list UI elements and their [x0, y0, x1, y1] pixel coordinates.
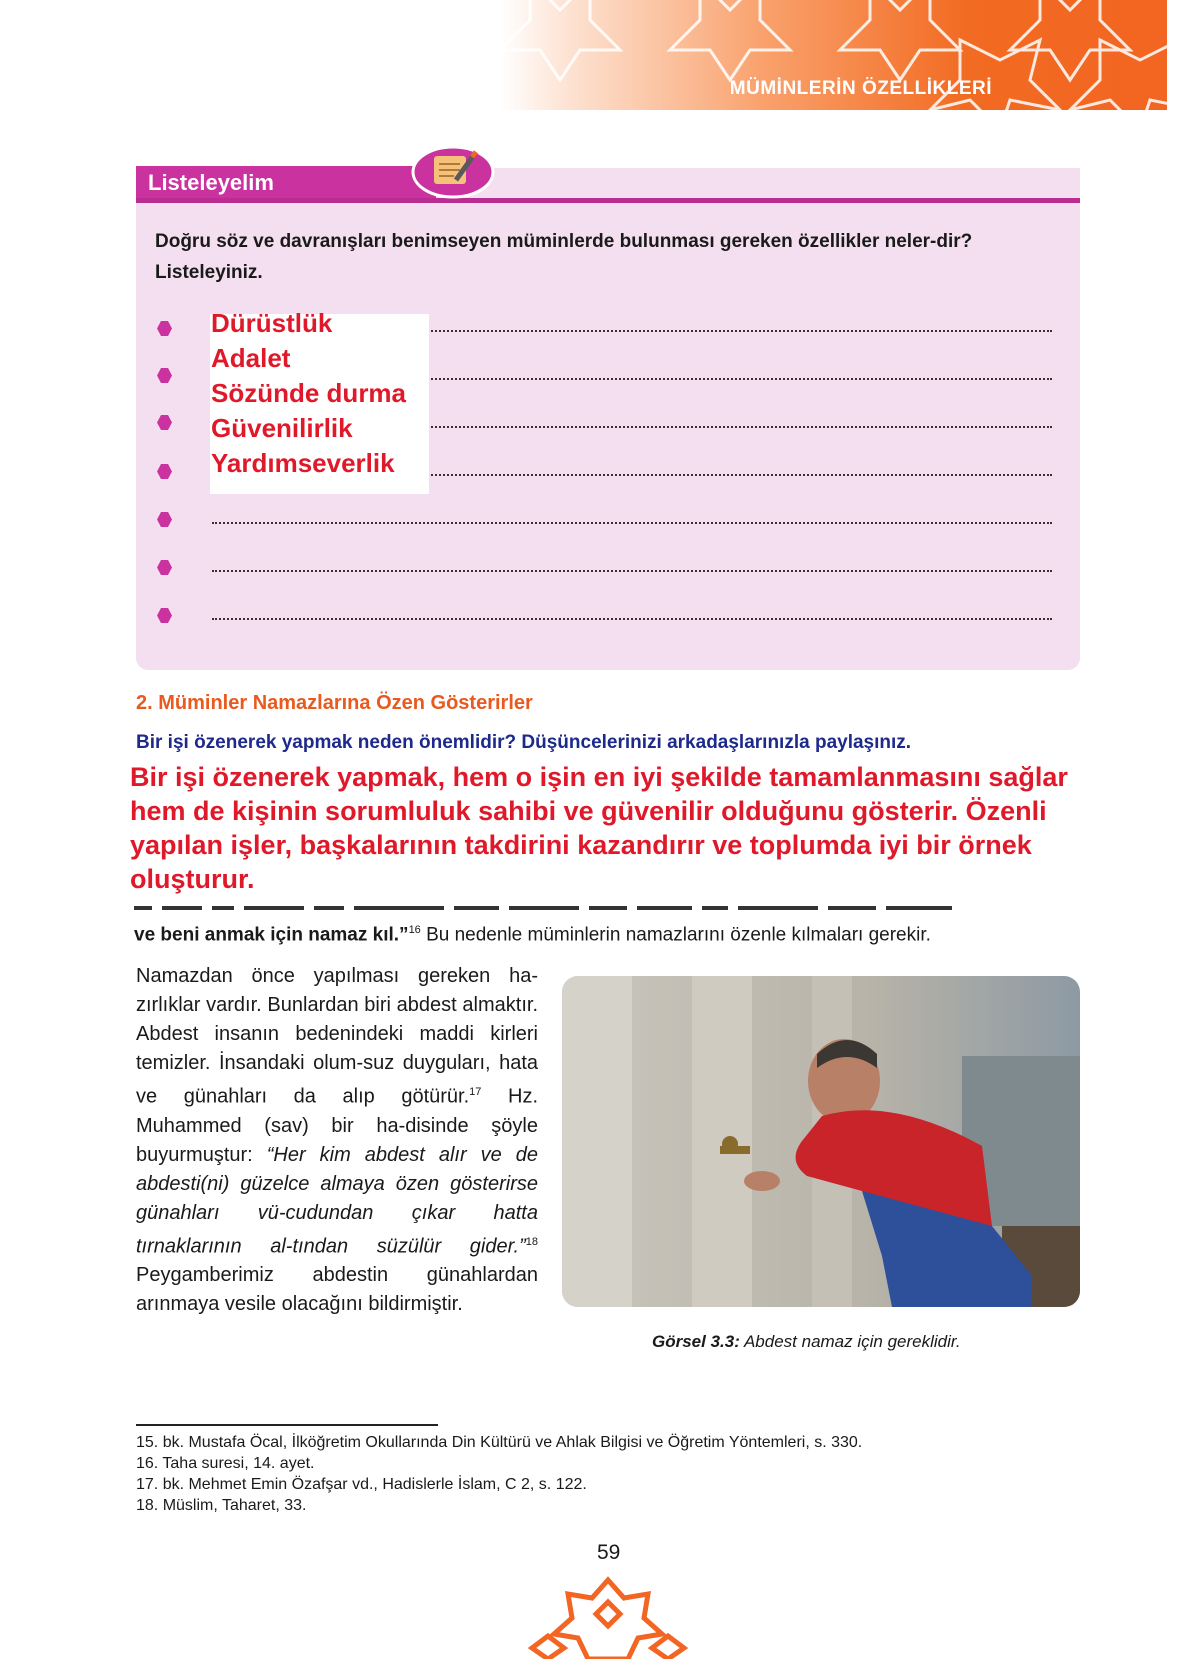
activity-question: Doğru söz ve davranışları benimseyen müminlerde bulunması gereken özellikler neler-dir? Listeleyiniz.	[155, 231, 973, 283]
bullet-icon	[157, 415, 172, 430]
body-text: Hz. Muhammed (sav) bir ha-disinde şöyle buyurmuştur:	[136, 1085, 539, 1166]
star-ornament-icon	[528, 1576, 688, 1659]
footnote: 15. bk. Mustafa Öcal, İlköğretim Okullarında Din Kültürü ve Ahlak Bilgisi ve Öğretim Yöntemleri, s. 330.	[136, 1434, 863, 1451]
activity-header-rule	[136, 198, 1080, 203]
footnote-ref: 16	[408, 924, 421, 936]
answer-item: Yardımseverlik	[211, 448, 395, 478]
body-text: Peygamberimiz abdestin günahlardan arınmaya vesile olacağını bildirmiştir.	[136, 1264, 538, 1316]
bullet-icon	[157, 321, 172, 336]
caption-label: Görsel 3.3:	[652, 1332, 740, 1351]
section-question: Bir işi özenerek yapmak neden önemlidir? Düşüncelerinizi arkadaşlarınızla paylaşınız.	[136, 732, 912, 753]
quote-bold: ve beni anmak için namaz kıl.”	[134, 924, 409, 946]
bullet-icon	[157, 608, 172, 623]
page-number: 59	[597, 1541, 621, 1564]
bullet-icon	[157, 560, 172, 575]
bullet-icon	[157, 512, 172, 527]
footnote-ref: 18	[525, 1235, 538, 1248]
body-paragraph	[136, 962, 538, 1319]
obscured-text-line	[134, 906, 1074, 914]
footnotes	[136, 1432, 862, 1516]
footnote: 16. Taha suresi, 14. ayet.	[136, 1455, 315, 1472]
answer-item: Sözünde durma	[211, 378, 407, 408]
header-banner	[500, 0, 1167, 110]
written-answer: Bir işi özenerek yapmak, hem o işin en iyi şekilde tamamlanmasını sağlar hem de kişinin sorumluluk sahibi ve güvenilir olduğunu gösterir. Özenli yapılan işler, başkalarının takdirini kazandırır ve toplumda iyi bir örnek oluşturur.	[130, 762, 1068, 894]
chapter-title: MÜMİNLERİN ÖZELLİKLERİ	[729, 78, 992, 99]
body-text: Namazdan önce yapılması gereken ha-zırlıklar vardır. Bunlardan biri abdest almaktır. Abdest insanın bedenindeki maddi kirleri temizler. İnsandaki olum-suz duyguları, hata ve günahları da alıp götürür.	[136, 965, 538, 1108]
pencil-note-icon	[410, 140, 496, 200]
section-title: 2. Müminler Namazlarına Özen Gösterirler	[136, 692, 533, 714]
footnote-rule	[136, 1424, 438, 1426]
answer-item: Dürüstlük	[211, 308, 333, 338]
quote-line	[134, 924, 931, 946]
answer-line[interactable]	[212, 514, 1052, 524]
ablution-photo	[562, 976, 1080, 1307]
footnote-ref: 17	[469, 1086, 482, 1098]
activity-label: Listeleyelim	[148, 170, 274, 195]
answer-item: Güvenilirlik	[211, 413, 353, 443]
footnote: 18. Müslim, Taharet, 33.	[136, 1497, 307, 1514]
answer-line[interactable]	[212, 562, 1052, 572]
quote-rest: Bu nedenle müminlerin namazlarını özenle kılmaları gerekir.	[420, 924, 931, 946]
answer-item: Adalet	[211, 343, 291, 373]
caption-text: Abdest namaz için gereklidir.	[739, 1332, 961, 1351]
answer-line[interactable]	[212, 610, 1052, 620]
bullet-icon	[157, 464, 172, 479]
figure-caption	[652, 1332, 961, 1352]
footnote: 17. bk. Mehmet Emin Özafşar vd., Hadislerle İslam, C 2, s. 122.	[136, 1476, 587, 1493]
bullet-icon	[157, 368, 172, 383]
hadith-quote: “Her kim abdest alır ve de abdesti(ni) güzelce almaya özen gösterirse günahları vü-cudundan çıkar hatta tırnaklarının al-tından süzülür gider.”	[136, 1143, 539, 1258]
